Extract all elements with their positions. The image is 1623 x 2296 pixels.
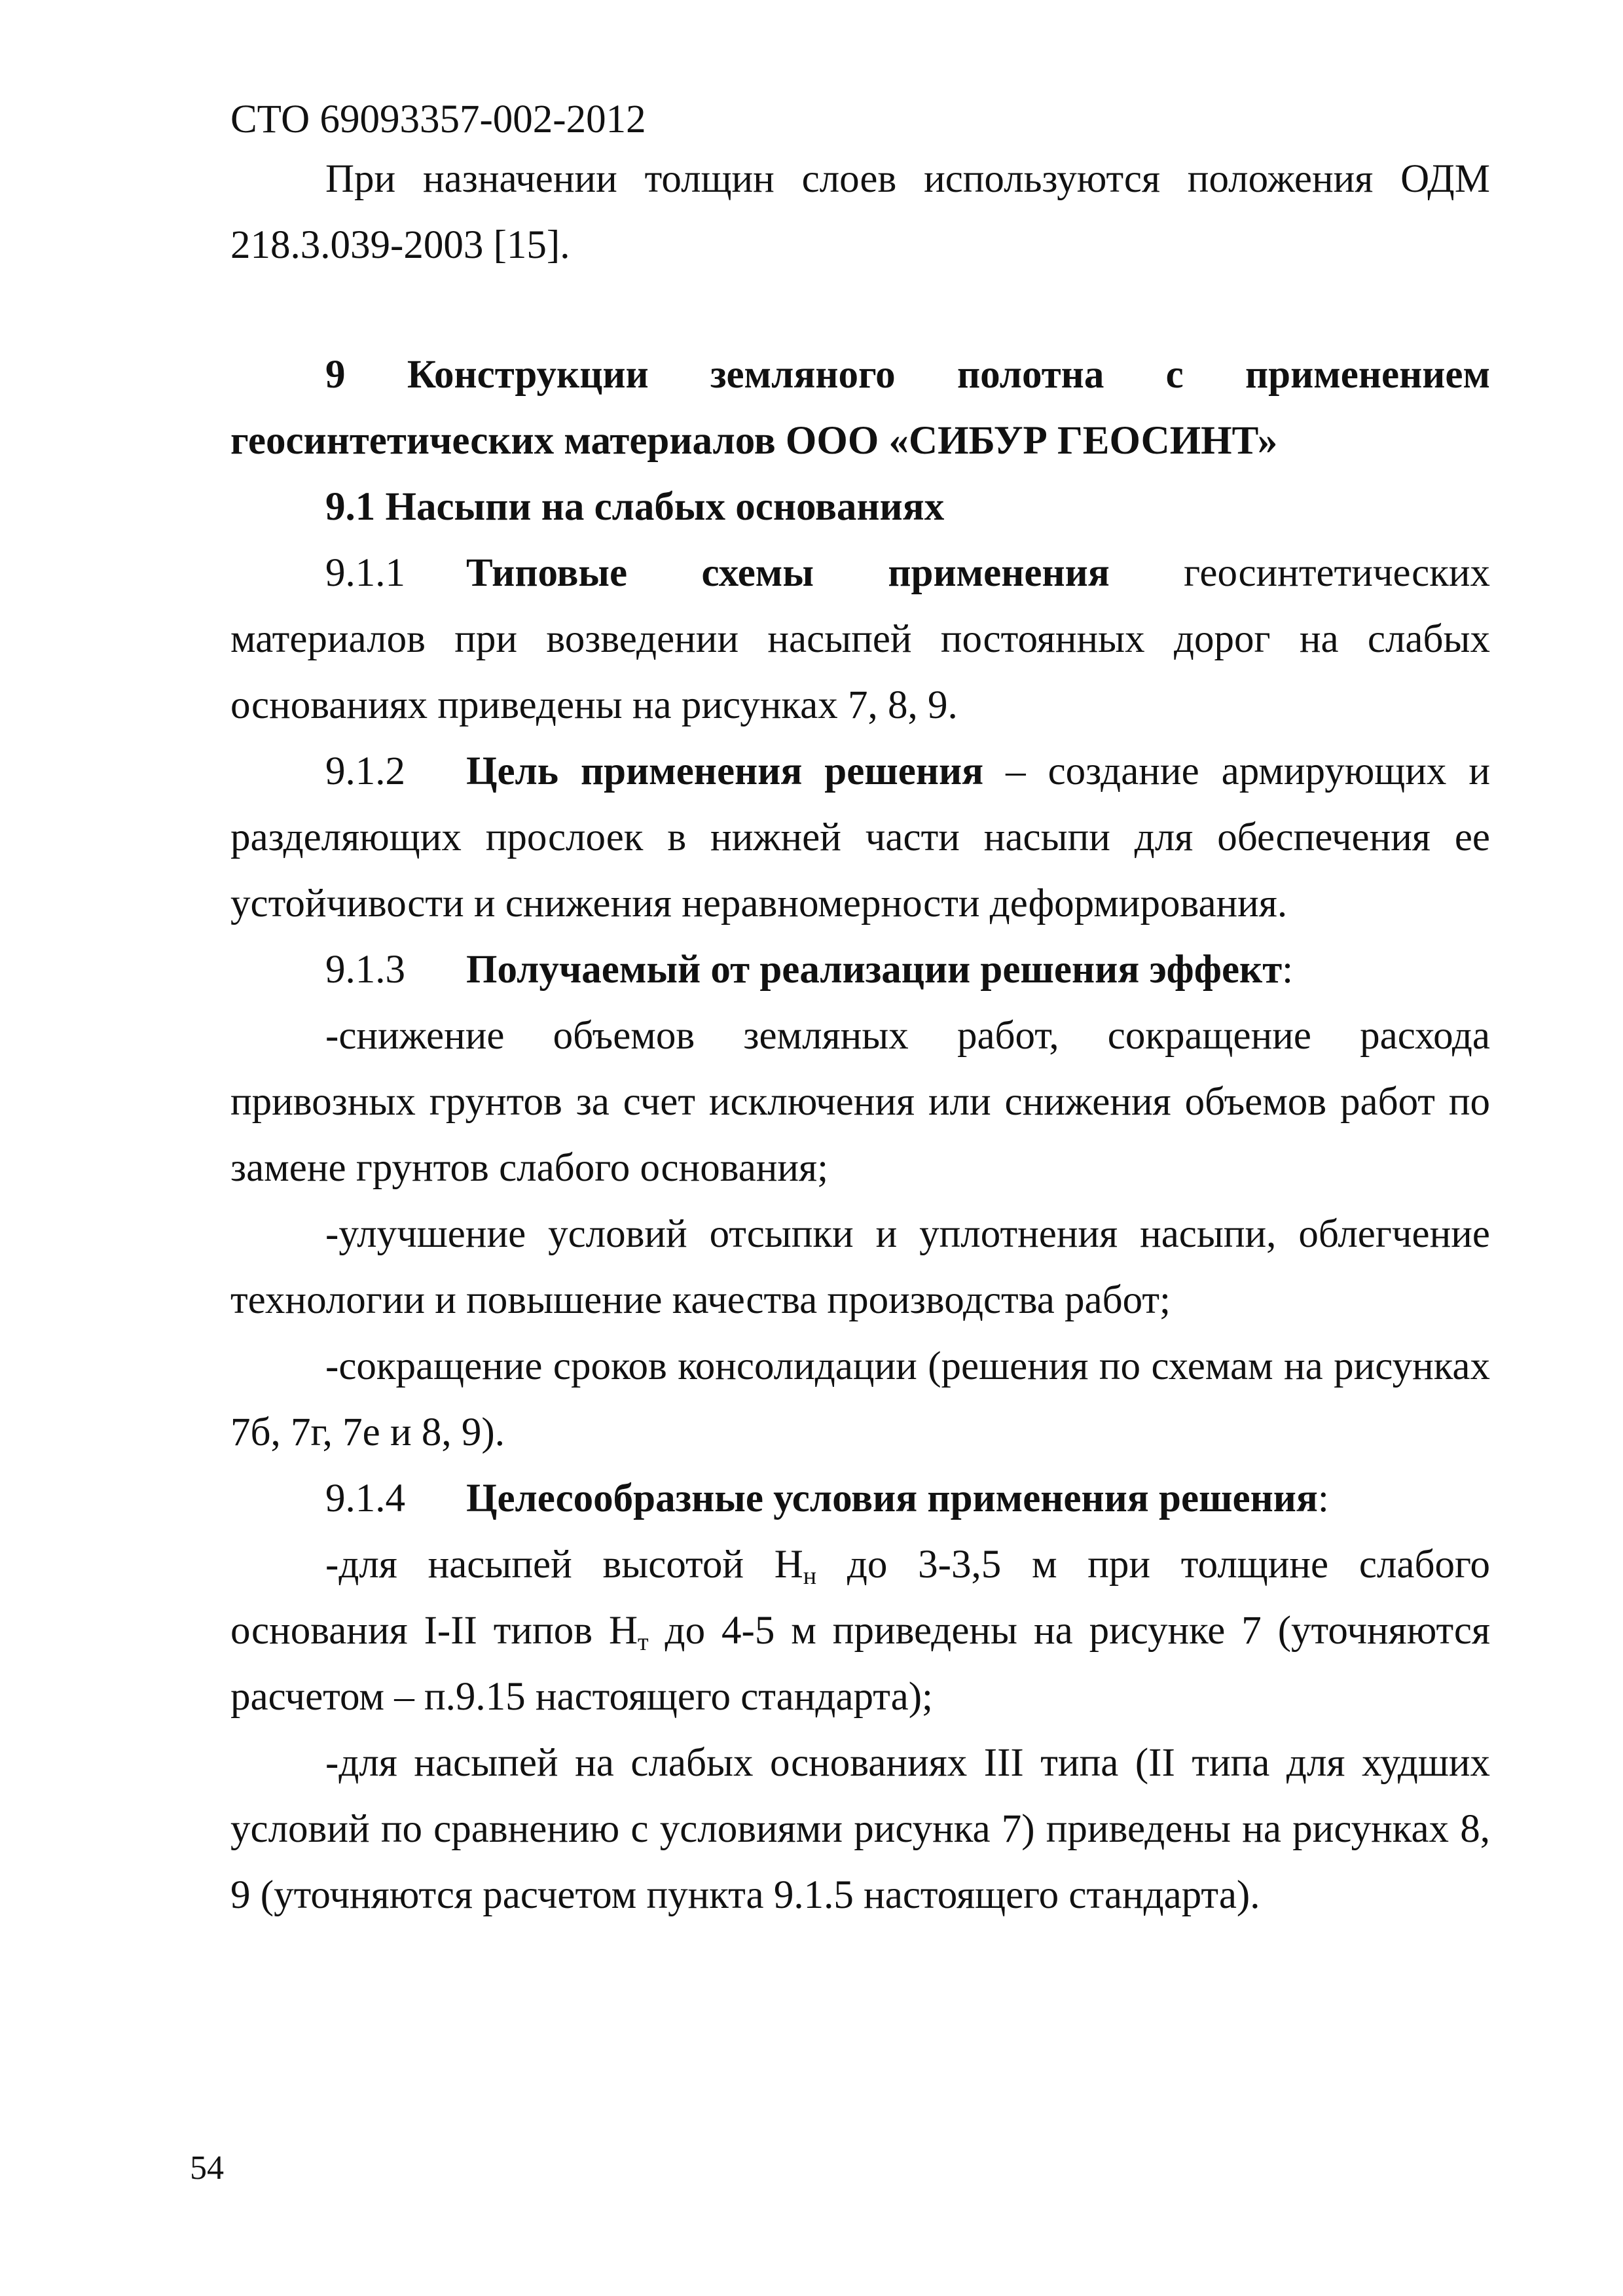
item-9-1-2 xyxy=(230,738,1490,937)
effect-paragraph: -сокращение сроков консолидации (решения по схемам на рисунках 7б, 7г, 7е и 8, 9). xyxy=(230,1344,1490,1454)
section-heading-line2: геосинтетических материалов ООО «СИБУР ГЕОСИНТ» xyxy=(230,419,1278,463)
intro-paragraph: При назначении толщин слоев используются положения ОДМ 218.3.039-2003 [15]. xyxy=(230,157,1490,267)
item-bold-lead: Получаемый от реализации решения эффект xyxy=(466,948,1283,992)
page-body xyxy=(230,146,1490,278)
subscript: т xyxy=(638,1628,649,1656)
effect-paragraph: -улучшение условий отсыпки и уплотнения насыпи, облегчение технологии и повышение качества производства работ; xyxy=(230,1212,1490,1322)
item-9-1-4 xyxy=(230,1465,1490,1532)
condition-text: -для насыпей высотой H xyxy=(325,1543,803,1587)
item-number: 9.1.3 xyxy=(325,948,405,992)
item-number: 9.1.2 xyxy=(325,749,405,793)
section-title-part1: Конструкции земляного полотна с применением xyxy=(407,353,1490,397)
subscript: н xyxy=(803,1562,817,1590)
item-text: : xyxy=(1317,1477,1329,1520)
section-heading-line1 xyxy=(230,342,1490,408)
item-bold-lead: Цель применения решения xyxy=(466,749,984,793)
subsection-heading: 9.1 Насыпи на слабых основаниях xyxy=(325,485,945,529)
condition-text: до 4-5 м приведены на рисунке 7 (уточняются расчетом – п.9.15 настоящего стандарта); xyxy=(230,1609,1491,1719)
document-code-header: СТО 69093357-002-2012 xyxy=(230,98,646,141)
item-text: геосинтетических материалов при возведении насыпей постоянных дорог на слабых основаниях приведены на рисунках 7, 8, 9. xyxy=(230,551,1490,727)
item-bold-lead: Типовые схемы применения xyxy=(466,551,1110,595)
item-number: 9.1.1 xyxy=(325,551,405,595)
effect-paragraph: -снижение объемов земляных работ, сокращение расхода привозных грунтов за счет исключения или снижения объемов работ по замене грунтов слабого основания; xyxy=(230,1014,1490,1190)
condition-paragraph xyxy=(230,1532,1490,1730)
item-text: : xyxy=(1282,948,1294,992)
condition-text: до 3-3,5 м при толщине слабого основания I-II типов H xyxy=(230,1543,1490,1653)
item-text: – создание армирующих и разделяющих прослоек в нижней части насыпи для обеспечения ее устойчивости и снижения неравномерности деформирования. xyxy=(230,749,1491,925)
item-number: 9.1.4 xyxy=(325,1477,405,1520)
item-bold-lead: Целесообразные условия применения решения xyxy=(466,1477,1318,1520)
item-9-1-3 xyxy=(230,937,1490,1003)
item-9-1-1 xyxy=(230,540,1490,738)
page-number: 54 xyxy=(190,2149,224,2187)
section-number: 9 xyxy=(325,353,346,397)
section-heading-block xyxy=(230,342,1490,1928)
condition-paragraph: -для насыпей на слабых основаниях III типа (II типа для худших условий по сравнению с условиями рисунка 7) приведены на рисунках 8, 9 (уточняются расчетом пункта 9.1.5 настоящего стандарта). xyxy=(230,1741,1490,1917)
